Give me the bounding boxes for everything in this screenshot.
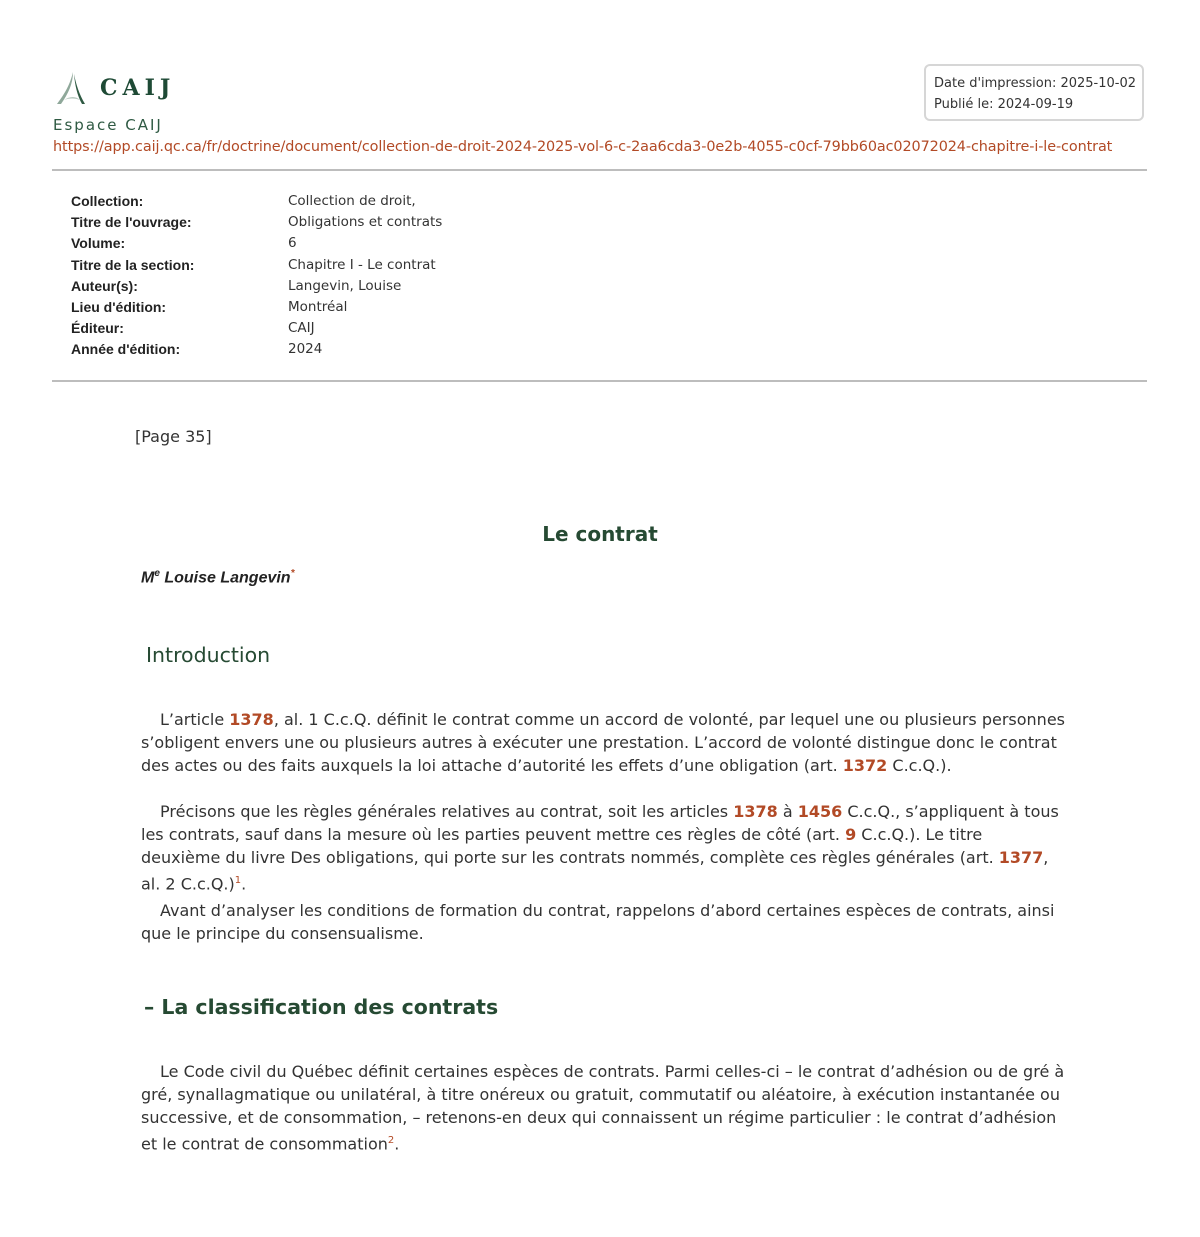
article-link[interactable]: 1378 bbox=[733, 802, 778, 821]
dates-box bbox=[924, 64, 1144, 121]
document-url-link[interactable]: https://app.caij.qc.ca/fr/doctrine/document/collection-de-droit-2024-2025-vol-6-c-2aa6cda3-0e2b-4055-c0cf-79bb60ac02072024-chapitre-i-le-contrat bbox=[53, 139, 1113, 155]
metadata-label: Titre de la section: bbox=[71, 256, 195, 273]
metadata-row bbox=[71, 297, 442, 318]
paragraph-text: Avant d’analyser les conditions de formation du contrat, rappelons d’abord certaines espèces de contrats, ainsi que le principe du consensualisme. bbox=[141, 901, 1055, 943]
footnote-link[interactable]: 2 bbox=[387, 1135, 395, 1146]
metadata-row bbox=[71, 255, 442, 276]
metadata-row bbox=[71, 233, 442, 254]
article-link[interactable]: 1372 bbox=[842, 756, 888, 775]
metadata-value: Montréal bbox=[288, 298, 348, 315]
metadata-value: 6 bbox=[288, 235, 297, 252]
caij-logo bbox=[54, 70, 175, 106]
metadata-value: CAIJ bbox=[288, 320, 315, 337]
document-title: Le contrat bbox=[542, 522, 658, 546]
metadata-label: Année d'édition: bbox=[71, 341, 181, 358]
section-heading-classification: – La classification des contrats bbox=[144, 995, 499, 1019]
metadata-row bbox=[71, 339, 442, 360]
article-link[interactable]: 1378 bbox=[229, 710, 274, 729]
metadata-row bbox=[71, 191, 442, 212]
paragraph-text: Le Code civil du Québec définit certaines espèces de contrats. Parmi celles-ci – le contrat d’adhésion ou de gré à gré, synallagmatique ou unilatéral, à titre onéreux ou gratuit, commutatif ou aléatoire, à exécution instantanée ou successive, et de consommation, – retenons-en deux qui connaissent un régime particulier : le contrat d’adhésion et le contrat de consommation bbox=[141, 1062, 1065, 1154]
metadata-label: Éditeur: bbox=[71, 320, 124, 337]
paragraph-text: L’article bbox=[160, 710, 230, 729]
paragraph bbox=[141, 1060, 1066, 1155]
header-divider bbox=[52, 169, 1147, 171]
metadata-label: Collection: bbox=[71, 193, 144, 209]
paragraph-text: C.c.Q.). Le titre deuxième du livre Des obligations, qui porte sur les contrats nommés, complète ces règles générales (art. bbox=[141, 825, 999, 867]
paragraph-text: Précisons que les règles générales relatives au contrat, soit les articles bbox=[160, 802, 734, 821]
footnote-link[interactable]: 1 bbox=[234, 875, 242, 886]
author-prefix: M bbox=[141, 569, 155, 587]
paragraph-text: , al. 2 C.c.Q.) bbox=[141, 848, 1049, 894]
article-link[interactable]: 1377 bbox=[998, 848, 1044, 867]
article-link[interactable]: 9 bbox=[845, 825, 857, 844]
published-date: Publié le: 2024-09-19 bbox=[934, 97, 1074, 112]
paragraph bbox=[141, 899, 1066, 945]
metadata-label: Volume: bbox=[71, 235, 126, 252]
metadata-row bbox=[71, 212, 442, 233]
paragraph-text: . bbox=[241, 874, 247, 894]
espace-caij-label: Espace CAIJ bbox=[53, 116, 163, 134]
metadata-label: Auteur(s): bbox=[71, 277, 138, 294]
paragraph bbox=[141, 800, 1066, 895]
paragraph-text: C.c.Q., s’appliquent à tous les contrats, sauf dans la mesure où les parties peuvent mettre ces règles de côté (art. bbox=[141, 802, 1059, 844]
author-name: Louise Langevin bbox=[159, 569, 291, 587]
metadata-label: Titre de l'ouvrage: bbox=[71, 214, 192, 231]
section-heading-introduction: Introduction bbox=[146, 643, 271, 667]
author-line bbox=[141, 568, 294, 587]
metadata-label: Lieu d'édition: bbox=[71, 298, 167, 315]
article-link[interactable]: 1456 bbox=[797, 802, 843, 821]
metadata-value: Collection de droit, bbox=[288, 193, 416, 209]
caij-leaf-icon bbox=[54, 70, 88, 106]
author-footnote-marker[interactable]: * bbox=[290, 568, 295, 579]
author-prefix-sup: e bbox=[154, 568, 160, 579]
page-number: [Page 35] bbox=[135, 427, 212, 446]
paragraph-text: , al. 1 C.c.Q. définit le contrat comme un accord de volonté, par lequel une ou plusieurs personnes s’obligent envers une ou plusieurs autres à exécuter une prestation. L’accord de volonté distingue donc le contrat des actes ou des faits auxquels la loi attache d’autorité les effets d’une obligation (art. bbox=[141, 710, 1065, 775]
paragraph-text: à bbox=[777, 802, 798, 821]
metadata-divider bbox=[52, 380, 1147, 382]
logo-text: CAIJ bbox=[100, 75, 176, 101]
metadata-value: 2024 bbox=[288, 341, 323, 358]
metadata-value: Obligations et contrats bbox=[288, 214, 443, 231]
metadata-row bbox=[71, 318, 442, 339]
paragraph bbox=[141, 708, 1066, 777]
metadata-value: Chapitre I - Le contrat bbox=[288, 256, 436, 273]
paragraph-text: . bbox=[394, 1134, 400, 1154]
print-date: Date d'impression: 2025-10-02 bbox=[934, 76, 1137, 91]
paragraph-text: C.c.Q.). bbox=[887, 756, 952, 775]
metadata-table bbox=[71, 191, 442, 361]
metadata-value: Langevin, Louise bbox=[288, 277, 402, 294]
metadata-row bbox=[71, 276, 442, 297]
